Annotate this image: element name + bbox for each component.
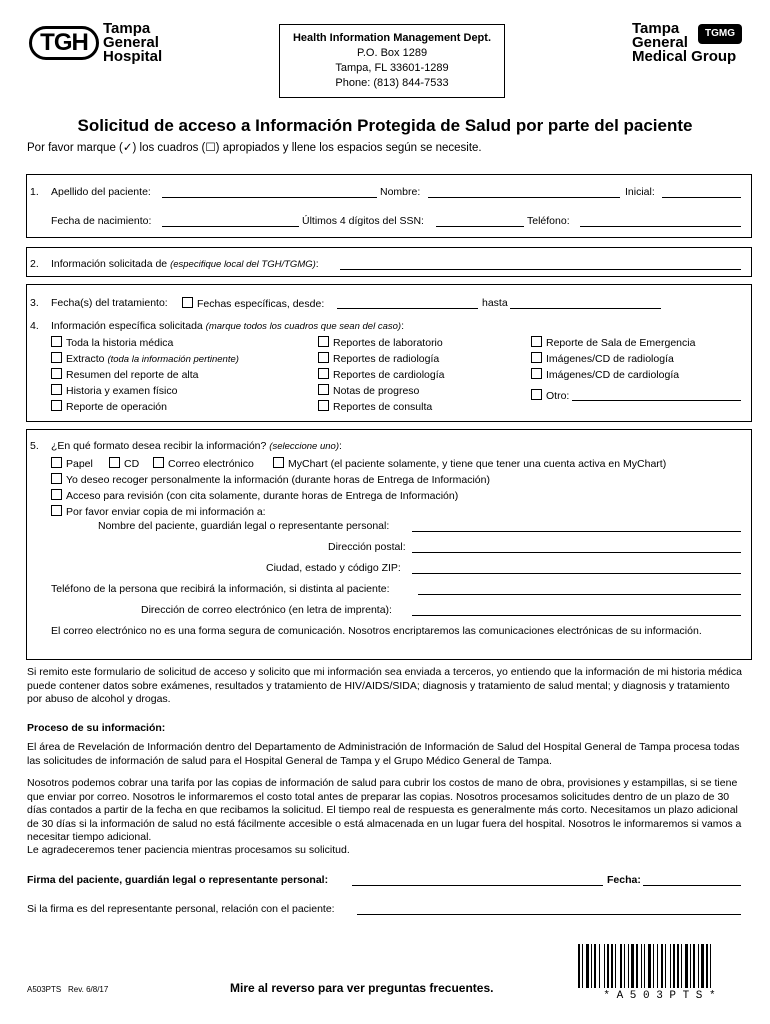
barcode-text: * A 5 0 3 P T S *: [603, 990, 716, 1002]
until-label: hasta: [482, 297, 508, 309]
option-cardiology-images[interactable]: Imágenes/CD de cardiología: [531, 368, 679, 382]
relationship-label: Si la firma es del representante personal, relación con el paciente:: [27, 903, 335, 915]
reverse-note: Mire al reverso para ver preguntas frecuentes.: [230, 981, 494, 995]
tgmg-logo-words: Tampa General Medical Group: [632, 20, 737, 65]
barcode-bar: [599, 944, 600, 988]
barcode-bar: [685, 944, 688, 988]
format-email[interactable]: Correo electrónico: [153, 457, 254, 471]
initial-field[interactable]: [662, 197, 741, 198]
option-extract[interactable]: Extracto (toda la información pertinente): [51, 352, 239, 366]
option-radiology-reports[interactable]: Reportes de radiología: [318, 352, 439, 366]
city-label: Ciudad, estado y código ZIP:: [266, 562, 401, 574]
tgh-logo-words: Tampa General Hospital: [103, 20, 163, 65]
section-5-label: ¿En qué formato desea recibir la información? (seleccione uno):: [51, 440, 342, 452]
form-title: Solicitud de acceso a Información Protegida de Salud por parte del paciente: [77, 116, 693, 135]
barcode-bar: [710, 944, 711, 988]
recipient-name-label: Nombre del paciente, guardián legal o representante personal:: [98, 520, 390, 532]
email-security-note: El correo electrónico no es una forma segura de comunicación. Nosotros encriptaremos las comunicaciones electrónicas de su información.: [51, 625, 702, 637]
process-paragraph-1: El área de Revelación de Información dentro del Departamento de Administración de Información de Salud del Hospital General de Tampa procesa todas las solicitudes de información de salud para el Hospital General de Tampa y el Grupo Médico General de Tampa.: [27, 741, 740, 767]
barcode-bar: [586, 944, 589, 988]
process-paragraph-2: Nosotros podemos cobrar una tarifa por las copias de información de salud para cubrir los costos de mano de obra, provisiones y estampillas, si se tiene que enviar por correo. Nosotros le informaremos el costo total antes de preparar las copias. Nosotros procesamos solicitudes dentro de un plazo de 30 días contados a partir de la fecha en que recibamos la solicitud. El tiempo real de respuesta es generalmente más corto. Necesitamos un plazo adicional de 30 días si la información de salud no está fácilmente accesible o está almacenada en un lugar fuera del hospital. Nosotros le informaremos si vamos a necesitar tiempo adicional.: [27, 777, 742, 843]
signature-field[interactable]: [352, 885, 603, 886]
tgh-logo-mark: TGH: [29, 26, 99, 60]
instructions: Por favor marque (✓) los cuadros (☐) apropiados y llene los espacios según se necesite.: [27, 142, 482, 154]
barcode-bar: [636, 944, 638, 988]
barcode-bar: [607, 944, 609, 988]
barcode-bar: [701, 944, 704, 988]
barcode-bar: [670, 944, 671, 988]
barcode-bar: [644, 944, 645, 988]
other-field[interactable]: [572, 400, 741, 401]
phone-label: Teléfono:: [527, 215, 570, 227]
barcode-bar: [661, 944, 663, 988]
barcode-bar: [591, 944, 592, 988]
section-2-number: 2.: [30, 258, 39, 270]
barcode-bar: [690, 944, 691, 988]
barcode-bar: [594, 944, 596, 988]
section-1-number: 1.: [30, 186, 39, 198]
format-cd[interactable]: CD: [109, 457, 139, 471]
barcode-bar: [693, 944, 695, 988]
option-operation-report[interactable]: Reporte de operación: [51, 400, 167, 414]
email-label: Dirección de correo electrónico (en letra de imprenta):: [141, 604, 392, 616]
barcode-bar: [582, 944, 583, 988]
last-name-field[interactable]: [162, 197, 377, 198]
option-full-record[interactable]: Toda la historia médica: [51, 336, 173, 350]
phone-field[interactable]: [580, 226, 741, 227]
option-consult-reports[interactable]: Reportes de consulta: [318, 400, 432, 414]
option-lab-reports[interactable]: Reportes de laboratorio: [318, 336, 443, 350]
tgh-logo: [29, 22, 165, 66]
treatment-dates-label: Fecha(s) del tratamiento:: [51, 297, 168, 309]
barcode-bar: [665, 944, 666, 988]
barcode-bar: [624, 944, 625, 988]
ssn-field[interactable]: [436, 226, 524, 227]
last-name-label: Apellido del paciente:: [51, 186, 151, 198]
relationship-field[interactable]: [357, 914, 741, 915]
format-paper[interactable]: Papel: [51, 457, 93, 471]
process-heading: Proceso de su información:: [27, 722, 166, 734]
barcode: [577, 944, 742, 988]
barcode-bar: [620, 944, 622, 988]
date-field[interactable]: [643, 885, 741, 886]
process-paragraph-3: Le agradeceremos tener paciencia mientras procesamos su solicitud.: [27, 844, 350, 856]
option-history-physical[interactable]: Historia y examen físico: [51, 384, 177, 398]
third-party-notice: Si remito este formulario de solicitud de acceso y solicito que mi información sea enviada a terceros, yo entiendo que la información de mi historia médica puede contener datos sobre exámenes, resultados y tratamiento de HIV/AIDS/SIDA; diagnosis y tratamiento de salud mental; y diagnosis y tratamiento por abuso de alcohol y drogas.: [27, 666, 742, 705]
barcode-bar: [673, 944, 675, 988]
section-2-label: Información solicitada de (especifique local del TGH/TGMG):: [51, 258, 319, 270]
format-mychart[interactable]: MyChart (el paciente solamente, y tiene que tener una cuenta activa en MyChart): [273, 457, 666, 471]
first-name-field[interactable]: [428, 197, 620, 198]
barcode-bar: [653, 944, 654, 988]
section-3-number: 3.: [30, 297, 39, 309]
barcode-bar: [604, 944, 605, 988]
date-from-field[interactable]: [337, 308, 478, 309]
recipient-phone-field[interactable]: [418, 594, 741, 595]
city-field[interactable]: [412, 573, 741, 574]
dob-field[interactable]: [162, 226, 299, 227]
option-pickup[interactable]: Yo deseo recoger personalmente la información (durante horas de Entrega de Información): [51, 473, 490, 487]
email-field[interactable]: [412, 615, 741, 616]
department-title: Health Information Management Dept.: [292, 32, 492, 44]
date-to-field[interactable]: [510, 308, 661, 309]
first-name-label: Nombre:: [380, 186, 421, 198]
section-5-number: 5.: [30, 440, 39, 452]
signature-label: Firma del paciente, guardián legal o representante personal:: [27, 874, 329, 886]
postal-label: Dirección postal:: [328, 541, 406, 553]
option-er-report[interactable]: Reporte de Sala de Emergencia: [531, 336, 695, 350]
barcode-bar: [677, 944, 679, 988]
initial-label: Inicial:: [625, 186, 655, 198]
recipient-name-field[interactable]: [412, 531, 741, 532]
barcode-bar: [641, 944, 642, 988]
section-1-box: [26, 174, 752, 238]
specific-dates-option[interactable]: Fechas específicas, desde:: [182, 297, 324, 311]
dob-label: Fecha de nacimiento:: [51, 215, 152, 227]
barcode-bar: [681, 944, 682, 988]
form-code: A503PTS: [27, 985, 62, 994]
barcode-bar: [706, 944, 708, 988]
location-field[interactable]: [340, 269, 741, 270]
barcode-bar: [628, 944, 629, 988]
section-4-label: Información específica solicitada (marque todos los cuadros que sean del caso):: [51, 320, 404, 332]
department-phone: Phone: (813) 844-7533: [335, 77, 449, 89]
barcode-bar: [657, 944, 658, 988]
barcode-bar: [698, 944, 699, 988]
barcode-bar: [611, 944, 613, 988]
ssn-label: Últimos 4 dígitos del SSN:: [302, 215, 424, 227]
barcode-bar: [615, 944, 616, 988]
barcode-bar: [631, 944, 634, 988]
revision-date: Rev. 6/8/17: [68, 985, 109, 994]
city-address: Tampa, FL 33601-1289: [335, 62, 449, 74]
option-radiology-images[interactable]: Imágenes/CD de radiología: [531, 352, 674, 366]
department-address-box: [279, 24, 505, 98]
postal-field[interactable]: [412, 552, 741, 553]
specific-dates-checkbox[interactable]: [182, 297, 193, 308]
option-discharge-summary[interactable]: Resumen del reporte de alta: [51, 368, 199, 382]
barcode-bar: [648, 944, 651, 988]
barcode-bar: [578, 944, 580, 988]
section-4-number: 4.: [30, 320, 39, 332]
option-progress-notes[interactable]: Notas de progreso: [318, 384, 419, 398]
date-label: Fecha:: [607, 874, 641, 886]
option-cardiology-reports[interactable]: Reportes de cardiología: [318, 368, 445, 382]
option-other[interactable]: Otro:: [531, 389, 569, 403]
option-send-copy[interactable]: Por favor enviar copia de mi información a:: [51, 505, 266, 519]
tgmg-logo-badge: TGMG: [698, 24, 742, 44]
po-box: P.O. Box 1289: [356, 47, 428, 59]
recipient-phone-label: Teléfono de la persona que recibirá la información, si distinta al paciente:: [51, 583, 390, 595]
option-review[interactable]: Acceso para revisión (con cita solamente, durante horas de Entrega de Información): [51, 489, 458, 503]
